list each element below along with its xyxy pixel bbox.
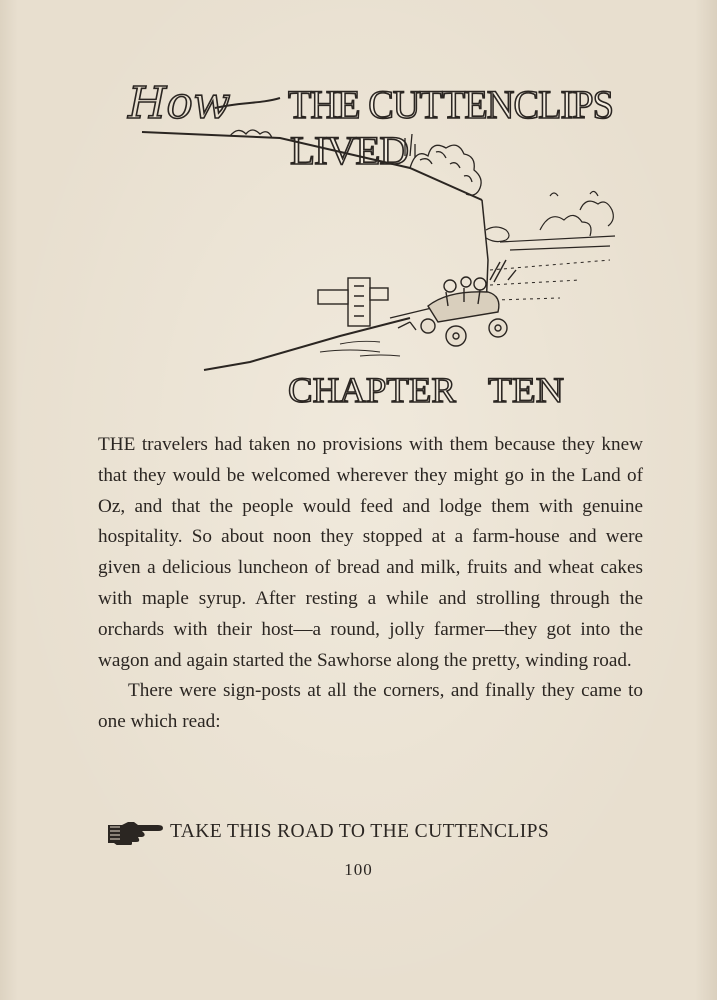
title-line-2: LIVED <box>290 128 409 173</box>
chapter-body <box>98 430 643 738</box>
chapter-label: CHAPTER <box>288 370 456 410</box>
road-sign-line <box>106 815 646 849</box>
sign-post <box>318 278 388 326</box>
title-line-1: THE CUTTENCLIPS <box>288 82 613 127</box>
pointing-hand-icon <box>106 819 164 845</box>
page-number: 100 <box>344 860 373 879</box>
title-script-how: How <box>128 78 231 129</box>
paragraph: There were sign-posts at all the corners, and finally they came to one which read: <box>98 680 643 733</box>
chapter-heading <box>0 366 717 414</box>
wagon-with-travelers <box>390 260 516 346</box>
paragraph: THE travelers had taken no provisions with them because they knew that they would be welcomed wherever they might go in the Land of Oz, and that the people would feed and lodge them with genuine hospitality. So about noon they stopped at a farm-house and were given a delicious luncheon of bread and milk, fruits and wheat cakes with maple syrup. After resting a while and strolling through the orchards with their host—a round, jolly farmer—they got into the wagon and again started the Sawhorse along the pretty, winding road. <box>98 434 643 671</box>
chapter-header-illustration <box>110 60 630 390</box>
bushes <box>405 134 481 195</box>
signpost-text: TAKE THIS ROAD TO THE CUTTENCLIPS <box>170 821 550 842</box>
road-shading <box>320 341 400 356</box>
road-edge-bottom <box>204 318 410 370</box>
distant-trees <box>486 191 615 250</box>
chapter-number: TEN <box>488 370 564 410</box>
